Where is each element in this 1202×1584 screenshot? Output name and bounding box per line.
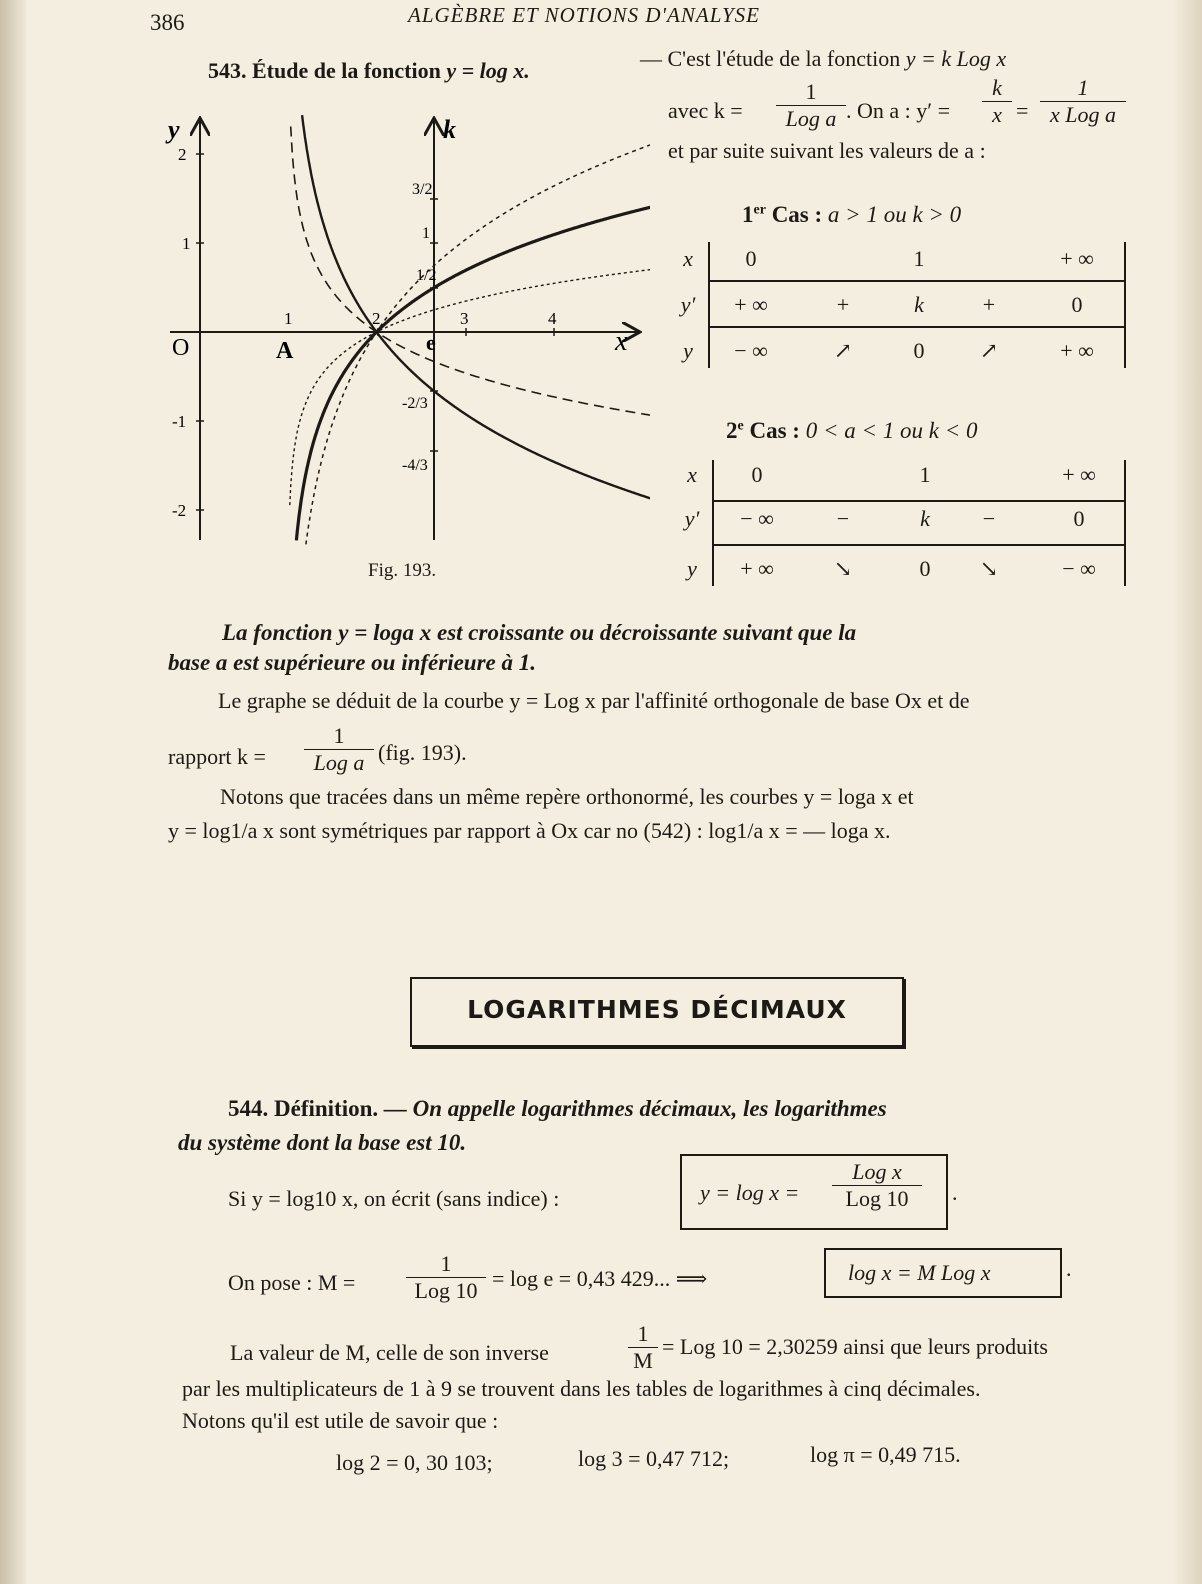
y-tick-label-1: 1 xyxy=(182,234,191,253)
log-value-1: log 2 = 0, 30 103; xyxy=(336,1450,493,1475)
log-curve xyxy=(306,138,650,544)
period: . xyxy=(1066,1256,1072,1281)
row-label: y xyxy=(687,556,697,581)
k-label-3-2: 3/2 xyxy=(412,181,433,198)
row-label: y xyxy=(683,338,693,363)
table-cell: − xyxy=(836,506,850,531)
x-tick-label-3: 3 xyxy=(460,309,469,328)
page-number: 386 xyxy=(150,10,185,35)
x-tick-label-1: 1 xyxy=(284,309,293,328)
pose-fraction: 1 Log 10 xyxy=(406,1252,486,1303)
table-cell: + xyxy=(982,292,996,317)
pose-text: On pose : M = xyxy=(228,1270,356,1295)
log-curve xyxy=(290,268,650,506)
table-cell: 0 xyxy=(745,246,757,271)
case2-variation-table xyxy=(672,456,1132,592)
on-a-label: . On a : y′ = xyxy=(846,98,950,123)
table-cell: 0 xyxy=(1073,506,1085,531)
formula-box-2 xyxy=(824,1248,1062,1298)
table-cell: ↗ xyxy=(833,338,853,363)
k-fraction: 1 Log a xyxy=(776,80,846,131)
table-cell: + ∞ xyxy=(1060,246,1094,271)
table-cell: 0 xyxy=(913,338,925,363)
table-cell: 1 xyxy=(913,246,925,271)
table-cell: 0 xyxy=(751,462,763,487)
notons-line-2: y = log1/a x sont symétriques par rapport à Ox car no (542) : log1/a x = — loga x. xyxy=(168,818,891,843)
y-axis-label: y xyxy=(168,115,180,144)
x-tick-label-4: 4 xyxy=(548,309,557,328)
avec-k-label: avec k = xyxy=(668,98,743,123)
table-cell: + xyxy=(836,292,850,317)
table-cell: 1 xyxy=(919,462,931,487)
graphe-fig-ref: (fig. 193). xyxy=(378,740,467,765)
valeur-text-b: = Log 10 = 2,30259 ainsi que leurs produits xyxy=(662,1334,1048,1359)
table-separator xyxy=(712,460,714,586)
binding-shadow xyxy=(0,0,26,1584)
k-axis-label: k xyxy=(443,115,456,144)
row-label: y′ xyxy=(684,506,700,531)
y-tick-label-minus-1: -1 xyxy=(172,412,187,431)
table-cell: k xyxy=(920,506,930,531)
x-tick-label-2: 2 xyxy=(372,309,381,328)
table-cell: + ∞ xyxy=(1060,338,1094,363)
inverse-fraction: 1 M xyxy=(628,1322,658,1373)
notons-line-1: Notons que tracées dans un même repère orthonormé, les courbes y = loga x et xyxy=(220,784,914,809)
table-cell: − ∞ xyxy=(1062,556,1096,581)
box2-text: log x = M Log x xyxy=(848,1260,991,1285)
definition-line-1: 544. Définition. — On appelle logarithmes décimaux, les logarithmes xyxy=(228,1096,887,1121)
table-right-border xyxy=(1124,242,1126,368)
table-cell: − ∞ xyxy=(740,506,774,531)
y-tick-label-2: 2 xyxy=(178,145,187,164)
theorem-line-2: base a est supérieure ou inférieure à 1. xyxy=(168,650,536,675)
page-edge xyxy=(1172,0,1202,1584)
origin-label: O xyxy=(172,335,190,361)
table-cell: ↗ xyxy=(979,338,999,363)
table-cell: 0 xyxy=(1071,292,1083,317)
figure-caption: Fig. 193. xyxy=(368,560,437,581)
log-value-2: log 3 = 0,47 712; xyxy=(578,1446,730,1471)
k-label-1: 1 xyxy=(422,225,430,242)
y-tick-label-minus-2: -2 xyxy=(172,501,187,520)
section-title-box xyxy=(410,977,904,1047)
point-a-label: A xyxy=(276,338,294,364)
curves-group xyxy=(290,115,650,544)
table-right-border xyxy=(1124,460,1126,586)
period: . xyxy=(952,1180,958,1205)
valeur-line-2: par les multiplicateurs de 1 à 9 se trouvent dans les tables de logarithmes à cinq décimales. xyxy=(182,1376,981,1401)
valeur-text-a: La valeur de M, celle de son inverse xyxy=(230,1340,549,1365)
table-row-line xyxy=(708,280,1126,282)
theorem-line-1: La fonction y = loga x est croissante ou décroissante suivant que la xyxy=(222,620,857,645)
table-cell: − ∞ xyxy=(734,338,768,363)
box1-left: y = log x = xyxy=(700,1180,800,1205)
suite-text: et par suite suivant les valeurs de a : xyxy=(668,138,986,163)
running-header: ALGÈBRE ET NOTIONS D'ANALYSE xyxy=(408,3,760,27)
case1-title: 1er Cas : a > 1 ou k > 0 xyxy=(742,202,962,227)
k-label-minus-2-3: -2/3 xyxy=(402,395,428,412)
x-axis-label: x xyxy=(615,326,628,357)
table-cell: + ∞ xyxy=(740,556,774,581)
log-curve xyxy=(302,115,650,504)
row-label: y′ xyxy=(680,292,696,317)
row-label: x xyxy=(687,462,697,487)
formula-box-1 xyxy=(680,1154,948,1230)
table-separator xyxy=(708,242,710,368)
case1-variation-table xyxy=(668,236,1128,376)
section-title: LOGARITHMES DÉCIMAUX xyxy=(467,995,847,1024)
table-cell: + ∞ xyxy=(1062,462,1096,487)
y-prime-fraction: k x xyxy=(982,76,1012,127)
point-e-label: e xyxy=(426,330,436,355)
graphe-line-1: Le graphe se déduit de la courbe y = Log x par l'affinité orthogonale de base Ox et de xyxy=(218,688,970,713)
log-value-3: log π = 0,49 715. xyxy=(810,1442,961,1467)
valeur-line-3: Notons qu'il est utile de savoir que : xyxy=(182,1408,499,1433)
table-row-line xyxy=(712,500,1126,502)
table-row-line xyxy=(708,326,1126,328)
k-label-minus-4-3: -4/3 xyxy=(402,457,428,474)
definition-line-2: du système dont la base est 10. xyxy=(178,1130,467,1155)
table-cell: ↘ xyxy=(979,556,999,581)
case2-title: 2e Cas : 0 < a < 1 ou k < 0 xyxy=(726,418,978,443)
pose-rest: = log e = 0,43 429... ⟹ xyxy=(492,1266,708,1291)
graphe-rapport: rapport k = xyxy=(168,744,266,769)
table-cell: − xyxy=(982,506,996,531)
section-543-title: 543. Étude de la fonction y = log x. xyxy=(208,58,530,83)
section-543-intro: — C'est l'étude de la fonction y = k Log x xyxy=(640,46,1007,71)
table-cell: k xyxy=(914,292,924,317)
box1-fraction: Log x Log 10 xyxy=(832,1160,922,1211)
rapport-fraction: 1 Log a xyxy=(304,724,374,775)
figure-193-graph xyxy=(160,110,650,550)
equals-sign: = xyxy=(1016,98,1029,123)
table-row-line xyxy=(712,544,1126,546)
si-text: Si y = log10 x, on écrit (sans indice) : xyxy=(228,1186,560,1211)
y-prime-fraction-2: 1 x Log a xyxy=(1040,76,1126,127)
k-label-1-2: 1/2 xyxy=(416,267,437,284)
table-cell: 0 xyxy=(919,556,931,581)
log-curve xyxy=(296,203,650,541)
row-label: x xyxy=(683,246,693,271)
table-cell: + ∞ xyxy=(734,292,768,317)
table-cell: ↘ xyxy=(833,556,853,581)
